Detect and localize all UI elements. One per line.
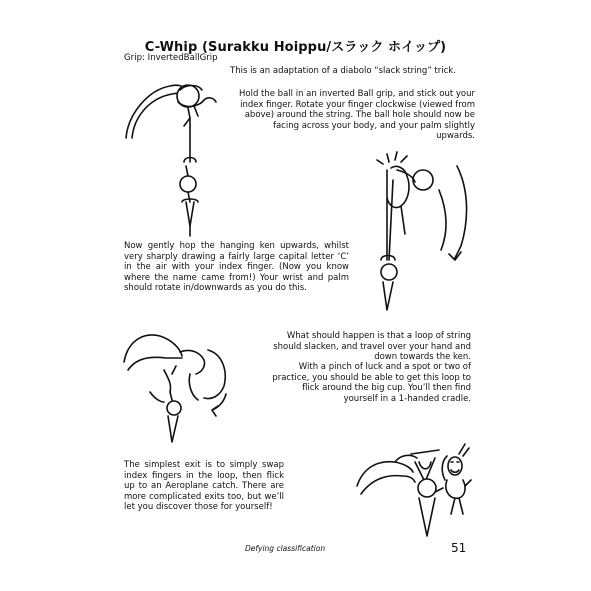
- paragraph-setup: Hold the ball in an inverted Ball grip, and stick out your index finger. Rotate your finger clockwise (viewed from above) around the string. The ball hole should now be facing across your body, and your palm slightly upwards.: [238, 89, 475, 142]
- paragraph-hop: Now gently hop the hanging ken upwards, whilst very sharply drawing a fairly large capital letter ‘C’ in the air with your index finger. (Now you know where the name came from!) Your wrist and palm should rotate in/downwards as you do this.: [124, 241, 349, 294]
- grip-label: Grip: InvertedBallGrip: [124, 53, 218, 63]
- paragraph-cradle: With a pinch of luck and a spot or two of practice, you should be able to get this loop to flick around the big cup. You’ll then find yourself in a 1-handed cradle.: [272, 362, 471, 404]
- illustration-c-whip-motion: [365, 150, 475, 325]
- page-number: 51: [451, 541, 467, 555]
- page-title: C-Whip (Surakku Hoippu/スラック ホイップ): [144, 40, 447, 55]
- paragraph-exit: The simplest exit is to simply swap index fingers in the loop, then flick up to an Aeroplane catch. There are more complicated exits too, but we’ll let you discover those for yourself!: [124, 460, 284, 513]
- page-footer: Defying classification: [245, 544, 326, 553]
- illustration-aeroplane-catch: [355, 432, 475, 547]
- illustration-inverted-grip: [120, 76, 230, 241]
- paragraph-loop: What should happen is that a loop of string should slacken, and travel over your hand and down towards the ken.: [273, 331, 471, 363]
- paragraph-intro: This is an adaptation of a diabolo “slack string” trick.: [230, 66, 456, 76]
- illustration-slack-loop: [120, 322, 245, 447]
